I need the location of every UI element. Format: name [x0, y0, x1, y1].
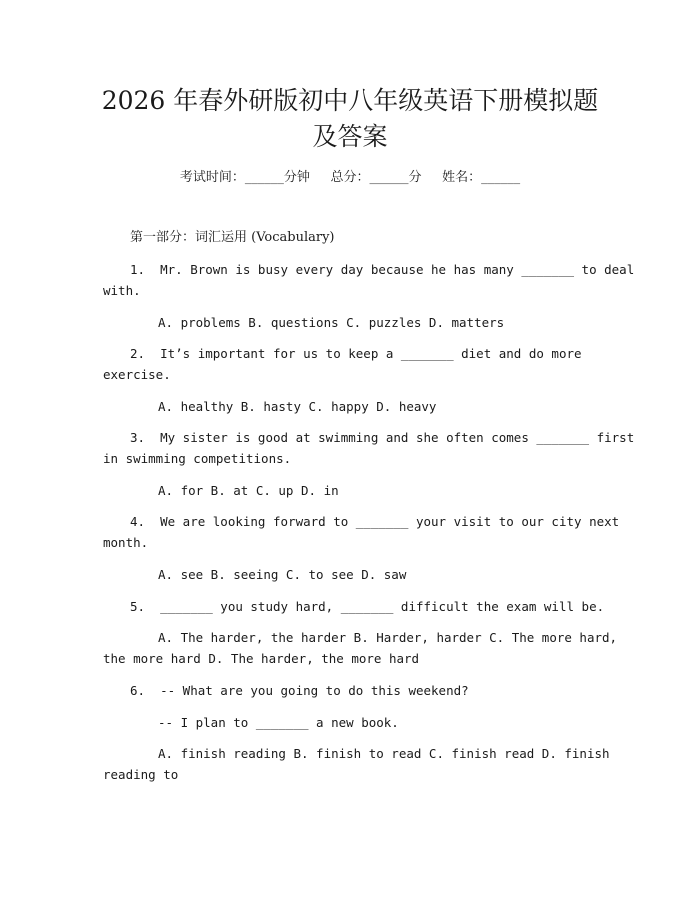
question-6-options-line-1: A. finish reading B. finish to read C. finish read D. finish: [158, 746, 610, 761]
question-1-options: A. problems B. questions C. puzzles D. matters: [158, 315, 505, 330]
question-4-options: A. see B. seeing C. to see D. saw: [158, 567, 407, 582]
question-3-text: 3. My sister is good at swimming and she often comes _______ first: [130, 430, 635, 445]
question-1-continuation: with.: [103, 283, 141, 298]
question-6-dialogue-line: -- I plan to _______ a new book.: [158, 715, 399, 730]
question-5-options-line-2: the more hard D. The harder, the more hard: [103, 651, 420, 666]
document-title-line-1: 2026 年春外研版初中八年级英语下册模拟题: [101, 86, 599, 115]
question-2-text: 2. It’s important for us to keep a _______ diet and do more: [130, 346, 582, 361]
question-4-continuation: month.: [103, 535, 149, 550]
question-3-options: A. for B. at C. up D. in: [158, 483, 339, 498]
question-3-continuation: in swimming competitions.: [103, 451, 292, 466]
question-5-options-line-1: A. The harder, the harder B. Harder, harder C. The more hard,: [158, 630, 618, 645]
document-title-line-2: 及答案: [312, 122, 388, 151]
question-2-continuation: exercise.: [103, 367, 171, 382]
question-4-text: 4. We are looking forward to _______ your visit to our city next: [130, 514, 620, 529]
question-6-text: 6. -- What are you going to do this weekend?: [130, 683, 469, 698]
question-6-options-line-2: reading to: [103, 767, 179, 782]
question-1-text: 1. Mr. Brown is busy every day because he has many _______ to deal: [130, 262, 635, 277]
section-heading: 第一部分：词汇运用 (Vocabulary): [130, 230, 335, 245]
exam-info-line: 考试时间：______分钟 总分：______分 姓名：______: [179, 170, 521, 185]
question-5-text: 5. _______ you study hard, _______ difficult the exam will be.: [130, 599, 605, 614]
question-2-options: A. healthy B. hasty C. happy D. heavy: [158, 399, 437, 414]
